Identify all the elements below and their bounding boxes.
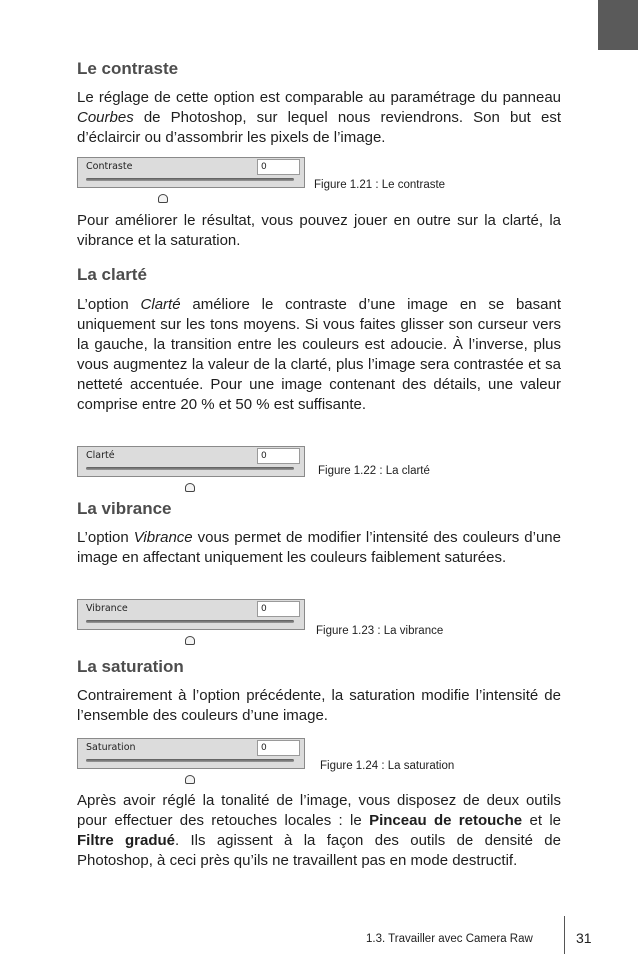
vibrance-label: Vibrance: [86, 603, 128, 614]
paragraph-contraste: Le réglage de cette option est comparable au paramétrage du panneau Courbes de Photoshop, sur lequel nous reviendrons. Son but est d’éclaircir ou d’assombrir les pixels de l’image.: [77, 89, 561, 146]
page-number: 31: [576, 930, 592, 946]
clarity-value-field[interactable]: 0: [257, 448, 300, 464]
contrast-slider-track[interactable]: [86, 178, 294, 181]
figure-title: La saturation: [387, 760, 455, 772]
clarity-slider-track[interactable]: [86, 467, 294, 470]
figure-caption-1-23: [316, 625, 443, 637]
heading-clarte: La clarté: [77, 265, 147, 284]
saturation-slider-track[interactable]: [86, 759, 294, 762]
heading-vibrance: La vibrance: [77, 499, 172, 518]
vibrance-panel: [77, 599, 305, 630]
paragraph-intro-reglages: Pour améliorer le résultat, vous pouvez jouer en outre sur la clarté, la vibrance et la saturation.: [77, 212, 561, 249]
figure-title: La vibrance: [383, 625, 444, 637]
figure-number: Figure 1.21 :: [314, 179, 379, 191]
clarity-slider-thumb[interactable]: [185, 483, 195, 492]
footer-separator: [564, 916, 565, 954]
saturation-value-field[interactable]: 0: [257, 740, 300, 756]
vibrance-value-field[interactable]: 0: [257, 601, 300, 617]
paragraph-outils-locaux: Après avoir réglé la tonalité de l’image, vous disposez de deux outils pour effectuer des retouches locales : le Pinceau de retouche et le Filtre gradué. Ils agissent à la façon des outils de densité de Photoshop, à ceci près qu’ils ne travaillent pas en mode destructif.: [77, 792, 561, 869]
vibrance-slider-thumb[interactable]: [185, 636, 195, 645]
vibrance-slider-track[interactable]: [86, 620, 294, 623]
contrast-value-field[interactable]: 0: [257, 159, 300, 175]
saturation-panel: [77, 738, 305, 769]
saturation-label: Saturation: [86, 742, 136, 753]
contrast-slider-thumb[interactable]: [158, 194, 168, 203]
contrast-label: Contraste: [86, 161, 133, 172]
figure-caption-1-24: [320, 760, 454, 772]
figure-number: Figure 1.23 :: [316, 625, 381, 637]
saturation-slider-thumb[interactable]: [185, 775, 195, 784]
heading-saturation: La saturation: [77, 657, 184, 676]
figure-caption-1-21: [314, 179, 445, 191]
paragraph-saturation: Contrairement à l’option précédente, la saturation modifie l’intensité de l’ensemble des couleurs d’une image.: [77, 687, 561, 724]
paragraph-clarte: L’option Clarté améliore le contraste d’une image en se basant uniquement sur les tons moyens. Si vous faites glisser son curseur vers la gauche, la transition entre les couleurs est adoucie. À l’inverse, plus vous augmentez la valeur de la clarté, plus l’image sera contrastée et sa netteté accentuée. Pour une image contenant des détails, une valeur comprise entre 20 % et 50 % est suffisante.: [77, 296, 562, 413]
clarity-label: Clarté: [86, 450, 115, 461]
clarity-panel: [77, 446, 305, 477]
contrast-panel: [77, 157, 305, 188]
footer-section-title: 1.3. Travailler avec Camera Raw: [366, 933, 533, 945]
figure-title: Le contraste: [381, 179, 446, 191]
figure-caption-1-22: [318, 465, 430, 477]
heading-contraste: Le contraste: [77, 59, 179, 78]
figure-number: Figure 1.22 :: [318, 465, 383, 477]
figure-number: Figure 1.24 :: [320, 760, 385, 772]
paragraph-vibrance: L’option Vibrance vous permet de modifier l’intensité des couleurs d’une image en affectant uniquement les couleurs faiblement saturées.: [77, 529, 561, 566]
figure-title: La clarté: [385, 465, 430, 477]
chapter-tab: [598, 0, 638, 50]
